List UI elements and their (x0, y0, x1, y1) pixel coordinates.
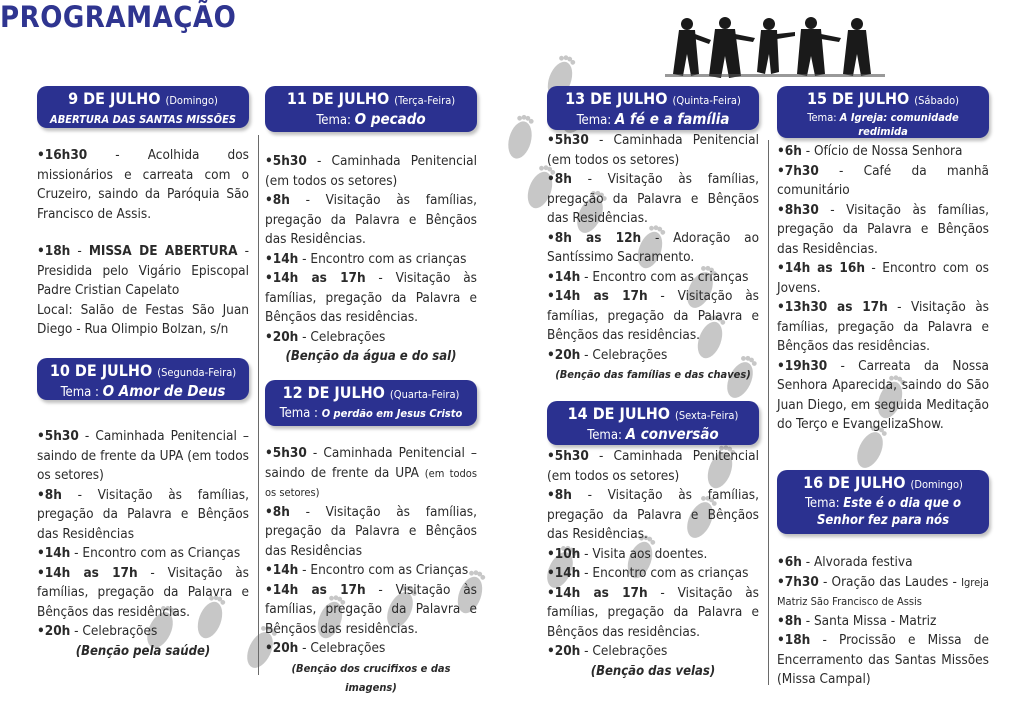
schedule-item: •6h - Ofício de Nossa Senhora (777, 143, 963, 159)
theme-label: Tema : (279, 406, 322, 421)
day-blessing: (Benção das famílias e das chaves) (555, 368, 751, 381)
schedule-item: •8h - Santa Missa - Matriz (777, 612, 937, 629)
day-header-15-julho (777, 86, 989, 138)
day-theme: ABERTURA DAS SANTAS MISSÕES (50, 113, 236, 126)
day-date: 12 DE JULHO (282, 383, 385, 402)
schedule-item: •18h - Procissão e Missa de Encerramento das Santas Missões (Missa Campal) (777, 632, 989, 687)
schedule-item: •14h as 17h - Visitação às famílias, pregação da Palavra e Bênçãos das residências. (547, 584, 759, 640)
schedule-item: •14h - Encontro com as Crianças (265, 562, 469, 578)
day-date: 9 DE JULHO (68, 89, 161, 108)
schedule-item: •8h30 - Visitação às famílias, pregação da Palavra e Bênçãos das Residências. (777, 201, 989, 257)
day-schedule-14-julho (547, 447, 759, 681)
schedule-item: •5h30 - Caminhada Penitencial (em todos os setores) (547, 448, 759, 484)
day-schedule-15-julho (777, 142, 989, 435)
day-date: 14 DE JULHO (567, 404, 670, 423)
day-date: 11 DE JULHO (286, 89, 390, 108)
day-schedule-11-julho (265, 152, 477, 367)
schedule-item: •14h as 16h - Encontro com os Jovens. (777, 260, 989, 296)
schedule-item: •5h30 - Caminhada Penitencial (em todos os setores) (265, 153, 477, 189)
day-theme: A conversão (625, 425, 719, 443)
day-theme: Este é o dia que o Senhor fez para nós (816, 496, 962, 528)
day-blessing: (Benção pela saúde) (75, 643, 211, 659)
theme-label: Tema: (316, 113, 355, 128)
schedule-item: •16h30 - Acolhida dos missionários e carreata com o Cruzeiro, saindo da Paróquia São Francisco de Assis. (37, 147, 249, 222)
page-title: PROGRAMAÇÃO (0, 0, 237, 34)
day-schedule-10-julho (37, 427, 249, 661)
schedule-item: •14h as 17h - Visitação às famílias, pregação da Palavra e Bênçãos das residências. (37, 564, 249, 620)
day-weekday: (Sexta-Feira) (675, 409, 739, 422)
schedule-item: •5h30 - Caminhada Penitencial – saindo de frente da UPA (em todos os setores) (265, 445, 477, 499)
schedule-item: •7h30 - Café da manhã comunitário (777, 162, 989, 198)
day-date: 13 DE JULHO (565, 89, 668, 108)
day-theme: A Igreja: comunidade redimida (839, 111, 959, 138)
day-header-16-julho (777, 470, 989, 534)
day-date: 15 DE JULHO (806, 89, 910, 108)
footprint-toe (517, 115, 523, 121)
schedule-item: •14h as 17h - Visitação às famílias, pregação da Palavra e Bênçãos das residências. (547, 288, 759, 343)
day-blessing: (Benção da água e do sal) (285, 349, 457, 364)
schedule-item: •8h - Visitação às famílias, pregação da Palavra e Bênçãos das Residências. (547, 487, 759, 542)
schedule-item: •20h - Celebrações (37, 623, 158, 639)
day-header-10-julho (37, 358, 249, 400)
theme-label: Tema: (576, 113, 615, 128)
day-weekday: (Terça-Feira) (394, 94, 456, 107)
column-divider (258, 135, 259, 675)
schedule-item: •8h as 12h - Adoração ao Santíssimo Sacramento. (547, 229, 759, 265)
theme-label: Tema: (807, 111, 840, 124)
day-weekday: (Domingo) (910, 478, 963, 491)
schedule-item: •14h - Encontro com as crianças (547, 565, 749, 581)
schedule-item: •20h - Celebrações (265, 328, 386, 345)
theme-label: Tema: (587, 428, 626, 443)
day-header-9-julho (37, 86, 249, 128)
column-divider (768, 140, 769, 685)
schedule-item: •7h30 - Oração das Laudes - Igreja Matriz São Francisco de Assis (777, 573, 989, 608)
day-header-13-julho (547, 86, 759, 130)
day-header-14-julho (547, 401, 759, 445)
schedule-item: •8h - Visitação às famílias, pregação da Palavra e Bênçãos das Residências. (265, 192, 477, 247)
schedule-item: •14h - Encontro com as Crianças (37, 545, 241, 561)
day-header-12-julho (265, 380, 477, 426)
footprint-mark (504, 119, 535, 161)
day-weekday: (Domingo) (165, 94, 218, 107)
schedule-item: •20h - Celebrações (547, 643, 668, 659)
schedule-item: •13h30 as 17h - Visitação às famílias, pregação da Palavra e Bênçãos das residências. (777, 299, 989, 354)
schedule-item: •18h - MISSA DE ABERTURA - Presidida pelo Vigário Episcopal Padre Cristian Capelato (37, 243, 249, 298)
day-weekday: (Segunda-Feira) (157, 366, 237, 379)
schedule-item: Local: Salão de Festas São Juan Diego - Rua Olimpio Bolzan, s/n (37, 301, 249, 337)
day-date: 10 DE JULHO (49, 361, 153, 380)
theme-label: Tema : (60, 385, 103, 400)
schedule-item: •5h30 - Caminhada Penitencial (em todos os setores) (547, 132, 759, 168)
schedule-item: •8h - Visitação às famílias, pregação da Palavra e Bênçãos das Residências (265, 503, 477, 559)
day-schedule-12-julho (265, 444, 477, 698)
schedule-item: •8h - Visitação às famílias, pregação da Palavra e Bênçãos das Residências. (547, 171, 759, 226)
schedule-item: •6h - Alvorada festiva (777, 554, 913, 570)
schedule-item: •19h30 - Carreata da Nossa Senhora Aparecida, saindo do São Juan Diego, em seguida Meditação do Terço e EvangelizaShow. (777, 357, 989, 432)
schedule-item: •14h - Encontro com as crianças (547, 268, 749, 285)
schedule-item: •5h30 - Caminhada Penitencial – saindo de frente da UPA (em todos os setores) (37, 428, 249, 483)
schedule-item: •10h - Visita aos doentes. (547, 545, 708, 562)
day-header-11-julho (265, 86, 477, 132)
missionaries-silhouette-image (665, 14, 885, 84)
day-blessing: (Benção das velas) (590, 663, 716, 679)
day-theme: O Amor de Deus (102, 382, 226, 400)
day-schedule-13-julho (547, 131, 759, 385)
day-theme: O pecado (354, 110, 426, 128)
day-blessing: (Benção dos crucifixos e das imagens) (291, 661, 451, 694)
day-date: 16 DE JULHO (803, 473, 906, 492)
day-weekday: (Quinta-Feira) (672, 94, 741, 107)
schedule-item: •14h - Encontro com as crianças (265, 250, 467, 267)
schedule-item: •14h as 17h - Visitação às famílias, pregação da Palavra e Bênçãos das residências. (265, 581, 477, 637)
schedule-item: •14h as 17h - Visitação às famílias, pregação da Palavra e Bênçãos das residências. (265, 270, 477, 325)
theme-label: Tema: (804, 496, 844, 511)
schedule-item: •8h - Visitação às famílias, pregação da Palavra e Bênçãos das Residências (37, 486, 249, 542)
day-weekday: (Sábado) (914, 94, 960, 107)
schedule-item: •20h - Celebrações (547, 346, 668, 363)
day-theme: A fé e a família (614, 110, 730, 128)
day-theme: O perdão em Jesus Cristo (321, 407, 463, 420)
schedule-item: •20h - Celebrações (265, 640, 386, 656)
day-schedule-9-julho (37, 146, 249, 340)
day-schedule-16-julho (777, 553, 989, 690)
day-weekday: (Quarta-Feira) (389, 388, 460, 401)
